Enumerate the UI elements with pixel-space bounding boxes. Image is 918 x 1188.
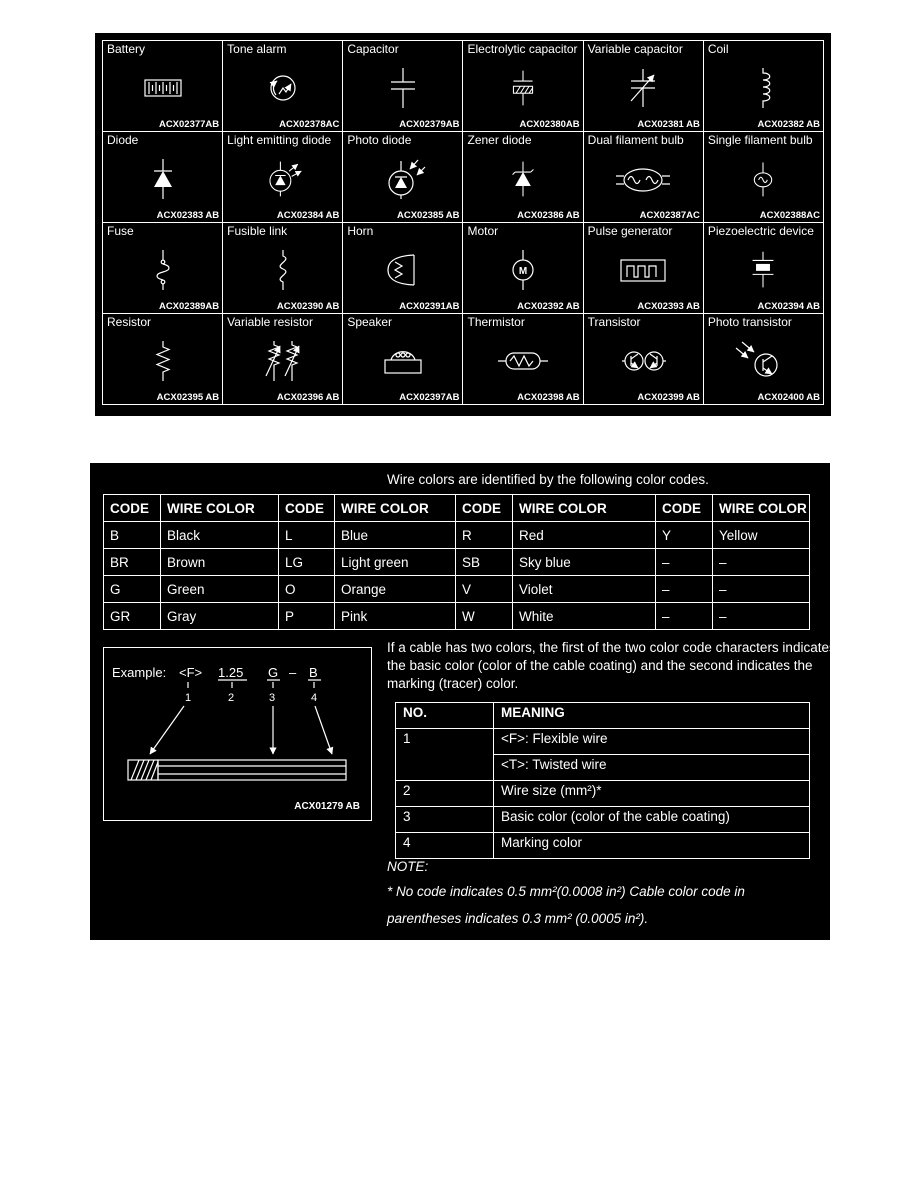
symbol-cell-resistor (103, 314, 222, 404)
meaning-table (395, 702, 810, 859)
symbol-code: ACX02399 AB (637, 392, 700, 403)
cell: W (456, 603, 513, 630)
symbol-cell-thermistor (463, 314, 582, 404)
wire-color-panel (90, 463, 836, 940)
symbol-label: Battery (107, 42, 146, 56)
cell: R (456, 522, 513, 549)
cell: – (656, 549, 713, 576)
symbol-code: ACX02390 AB (276, 301, 340, 312)
symbol-code: ACX02396 AB (276, 392, 340, 403)
symbol-label: Single filament bulb (707, 133, 813, 147)
column-header: CODE (456, 495, 513, 522)
symbol-cell-horn (343, 223, 462, 313)
cell: SB (456, 549, 513, 576)
meaning-header-row (396, 703, 810, 729)
symbol-label: Fusible link (227, 224, 288, 238)
column-header: NO. (396, 703, 494, 729)
column-header: CODE (104, 495, 161, 522)
wire-table-header-row (104, 495, 810, 522)
cell: Pink (335, 603, 456, 630)
example-marking: B (309, 665, 318, 680)
symbol-code: ACX02378AC (279, 119, 340, 130)
transistor-icon (584, 330, 703, 392)
column-header: WIRE COLOR (513, 495, 656, 522)
cell: Wire size (mm²)* (494, 781, 810, 807)
symbol-label: Horn (347, 224, 374, 238)
symbol-label: Tone alarm (227, 42, 287, 56)
example-size: 1.25 (218, 665, 244, 680)
symbol-cell-pulse-generator (584, 223, 703, 313)
cell: – (713, 576, 810, 603)
example-flex: <F> (179, 665, 203, 680)
symbol-cell-photo-transistor (704, 314, 823, 404)
example-dash: – (289, 665, 297, 680)
symbol-cell-capacitor (343, 41, 462, 131)
table-row (396, 807, 810, 833)
cell: 2 (396, 781, 494, 807)
column-header: WIRE COLOR (161, 495, 279, 522)
symbol-label: Light emitting diode (227, 133, 332, 147)
note-title: NOTE: (387, 859, 429, 874)
note-text-line1: * No code indicates 0.5 mm²(0.0008 in²) Cable color code in (387, 884, 745, 899)
symbol-label: Coil (707, 42, 729, 56)
variable-resistor-icon (223, 330, 342, 392)
cell: Red (513, 522, 656, 549)
photo-diode-icon (343, 148, 462, 210)
cell: P (279, 603, 335, 630)
cell: <F>: Flexible wire (494, 729, 810, 755)
cell: 1 (396, 729, 494, 781)
cell: Sky blue (513, 549, 656, 576)
symbol-cell-motor (463, 223, 582, 313)
table-row (396, 833, 810, 859)
cell: – (713, 603, 810, 630)
pointer-3: 3 (269, 692, 276, 704)
symbol-cell-transistor (584, 314, 703, 404)
column-header: WIRE COLOR (713, 495, 810, 522)
diode-icon (103, 148, 222, 210)
symbol-cell-fusible-link (223, 223, 342, 313)
cell: 4 (396, 833, 494, 859)
symbol-code: ACX02394 AB (757, 301, 820, 312)
symbol-cell-diode (103, 132, 222, 222)
cell: – (656, 603, 713, 630)
resistor-icon (103, 330, 222, 392)
battery-icon (103, 57, 222, 119)
cell: 3 (396, 807, 494, 833)
symbol-label: Transistor (587, 315, 641, 329)
example-basic: G (268, 665, 279, 680)
column-header: WIRE COLOR (335, 495, 456, 522)
wire-color-intro: Wire colors are identified by the following color codes. (387, 472, 709, 487)
symbol-grid (102, 40, 824, 405)
table-row (396, 781, 810, 807)
tone-alarm-icon (223, 57, 342, 119)
variable-capacitor-icon (584, 57, 703, 119)
symbol-code: ACX02392 AB (517, 301, 580, 312)
symbol-cell-single-filament-bulb (704, 132, 823, 222)
symbol-code: ACX02379AB (399, 119, 460, 130)
figure-code: ACX01279 AB (294, 801, 360, 812)
cable-example-figure (103, 647, 372, 821)
symbol-code: ACX02398 AB (517, 392, 580, 403)
symbol-code: ACX02393 AB (637, 301, 700, 312)
symbol-cell-piezoelectric-device (704, 223, 823, 313)
cell: Marking color (494, 833, 810, 859)
dual-filament-bulb-icon (584, 148, 703, 210)
symbol-code: ACX02382 AB (757, 119, 820, 130)
cell: Gray (161, 603, 279, 630)
table-row (104, 522, 810, 549)
symbol-cell-led (223, 132, 342, 222)
cell: Basic color (color of the cable coating) (494, 807, 810, 833)
symbol-cell-zener-diode (463, 132, 582, 222)
example-label: Example: (112, 665, 167, 680)
symbol-label: Photo transistor (707, 315, 792, 329)
symbol-label: Fuse (107, 224, 134, 238)
electrolytic-capacitor-icon (463, 57, 582, 119)
symbol-code: ACX02381 AB (637, 119, 700, 130)
symbol-code: ACX02383 AB (156, 210, 220, 221)
zener-diode-icon (463, 148, 582, 210)
cell: <T>: Twisted wire (494, 755, 810, 781)
symbol-cell-electrolytic-capacitor (463, 41, 582, 131)
symbol-label: Dual filament bulb (587, 133, 684, 147)
symbol-code: ACX02386 AB (517, 210, 580, 221)
symbol-code: ACX02377AB (158, 119, 220, 130)
pointer-4: 4 (311, 692, 318, 704)
column-header: CODE (656, 495, 713, 522)
symbol-code: ACX02388AC (759, 210, 820, 221)
table-row (396, 729, 810, 755)
pointer-2: 2 (228, 692, 235, 704)
cell: – (656, 576, 713, 603)
symbol-code: ACX02389AB (158, 301, 220, 312)
cell: GR (104, 603, 161, 630)
symbol-cell-fuse (103, 223, 222, 313)
cell: O (279, 576, 335, 603)
cell: Black (161, 522, 279, 549)
cell: B (104, 522, 161, 549)
symbol-label: Diode (107, 133, 139, 147)
svg-text:M: M (518, 266, 528, 277)
coil-icon (704, 57, 823, 119)
symbol-label: Resistor (107, 315, 152, 329)
note-text-line2: parentheses indicates 0.3 mm² (0.0005 in²). (387, 911, 649, 926)
symbol-label: Variable capacitor (587, 42, 683, 56)
cell: Y (656, 522, 713, 549)
symbol-label: Motor (467, 224, 499, 238)
table-row (104, 576, 810, 603)
thermistor-icon (463, 330, 582, 392)
table-row (104, 549, 810, 576)
speaker-icon (343, 330, 462, 392)
photo-transistor-icon (704, 330, 823, 392)
light-emitting-diode-icon (223, 148, 342, 210)
motor-icon (463, 239, 582, 301)
cell: Yellow (713, 522, 810, 549)
fusible-link-icon (223, 239, 342, 301)
symbol-label: Piezoelectric device (707, 224, 814, 238)
symbol-cell-variable-capacitor (584, 41, 703, 131)
symbol-cell-tone-alarm (223, 41, 342, 131)
cell: – (713, 549, 810, 576)
table-row (104, 603, 810, 630)
symbol-code: ACX02400 AB (757, 392, 820, 403)
symbol-code: ACX02395 AB (156, 392, 220, 403)
symbol-cell-speaker (343, 314, 462, 404)
symbol-label: Photo diode (347, 133, 412, 147)
cell: G (104, 576, 161, 603)
pulse-generator-icon (584, 239, 703, 301)
symbol-label: Capacitor (347, 42, 399, 56)
fuse-icon (103, 239, 222, 301)
symbol-cell-variable-resistor (223, 314, 342, 404)
symbol-code: ACX02391AB (399, 301, 460, 312)
cell: LG (279, 549, 335, 576)
symbol-cell-photo-diode (343, 132, 462, 222)
cell: Green (161, 576, 279, 603)
symbol-legend-panel (95, 33, 831, 416)
cell: BR (104, 549, 161, 576)
cell: Brown (161, 549, 279, 576)
cell: White (513, 603, 656, 630)
piezoelectric-device-icon (704, 239, 823, 301)
symbol-label: Variable resistor (227, 315, 313, 329)
symbol-label: Zener diode (467, 133, 532, 147)
cable-color-paragraph: If a cable has two colors, the first of the two color code characters indicates the basic color (color of the cable coating) and the second indicates the marking (tracer) color. (387, 640, 836, 692)
symbol-cell-battery (103, 41, 222, 131)
cell: Violet (513, 576, 656, 603)
symbol-code: ACX02397AB (399, 392, 460, 403)
cell: L (279, 522, 335, 549)
symbol-code: ACX02380AB (519, 119, 580, 130)
symbol-cell-dual-filament-bulb (584, 132, 703, 222)
symbol-code: ACX02385 AB (397, 210, 460, 221)
column-header: CODE (279, 495, 335, 522)
cell: Light green (335, 549, 456, 576)
single-filament-bulb-icon (704, 148, 823, 210)
symbol-cell-coil (704, 41, 823, 131)
wire-color-table (103, 494, 810, 630)
symbol-code: ACX02387AC (639, 210, 700, 221)
cell: Blue (335, 522, 456, 549)
cell: Orange (335, 576, 456, 603)
symbol-label: Electrolytic capacitor (467, 42, 578, 56)
horn-icon (343, 239, 462, 301)
symbol-label: Thermistor (467, 315, 525, 329)
pointer-1: 1 (185, 692, 192, 704)
symbol-label: Pulse generator (587, 224, 673, 238)
capacitor-icon (343, 57, 462, 119)
symbol-code: ACX02384 AB (276, 210, 340, 221)
symbol-label: Speaker (347, 315, 393, 329)
column-header: MEANING (494, 703, 810, 729)
cell: V (456, 576, 513, 603)
